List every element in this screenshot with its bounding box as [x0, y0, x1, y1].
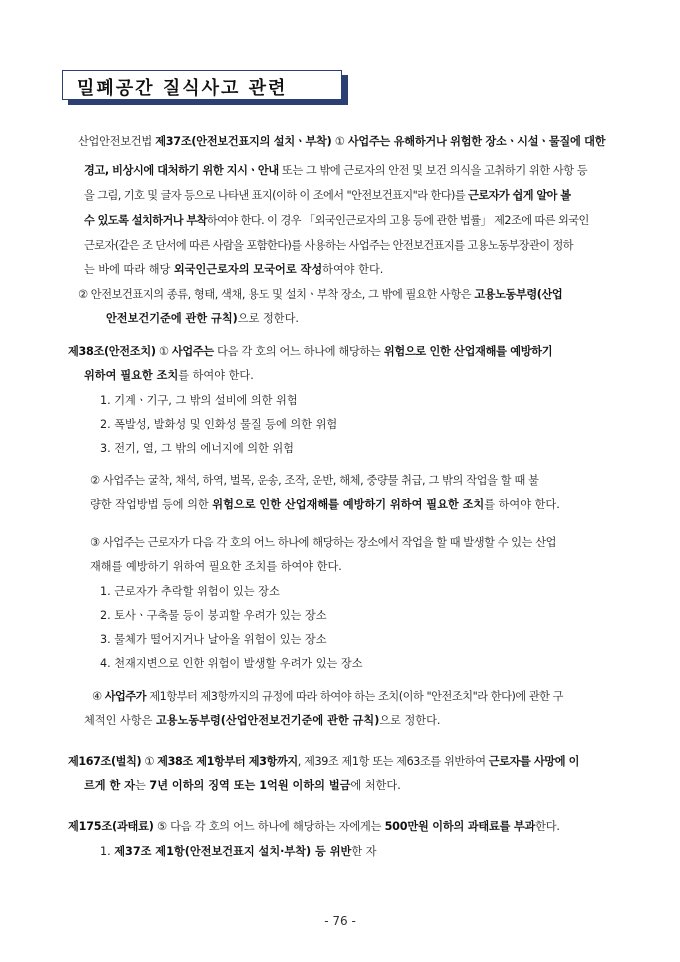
art38-para4-line-2: 체적인 사항은 고용노동부령(산업안전보건기준에 관한 규칙)으로 정한다.: [84, 714, 441, 727]
art38-place-3: 3. 물체가 떨어지거나 날아올 위험이 있는 장소: [100, 633, 327, 646]
section-title: 밀폐공간 질식사고 관련: [77, 78, 288, 99]
art38-para2-line-2: 량한 작업방법 등에 의한 위험으로 인한 산업재해를 예방하기 위하여 필요한 조치를 하여야 한다.: [90, 498, 560, 511]
art38-line-2: 위하여 필요한 조치를 하여야 한다.: [84, 369, 254, 382]
art38-place-2: 2. 토사ㆍ구축물 등이 붕괴할 우려가 있는 장소: [100, 609, 327, 622]
art38-item-2: 2. 폭발성, 발화성 및 인화성 물질 등에 의한 위험: [100, 418, 338, 431]
art175-line-1: 제175조(과태료) ⑤ 다음 각 호의 어느 하나에 해당하는 자에게는 500만원 이하의 과태료를 부과한다.: [68, 820, 560, 833]
page-number: - 76 -: [324, 914, 356, 928]
art37-line-4: 수 있도록 설치하거나 부착하여야 한다. 이 경우 「외국인근로자의 고용 등에 관한 법률」 제2조에 따른 외국인: [84, 214, 589, 227]
art38-para3-line-2: 재해를 예방하기 위하여 필요한 조치를 하여야 한다.: [90, 560, 342, 573]
section-title-box: [62, 70, 342, 100]
art38-para3-line-1: ③ 사업주는 근로자가 다음 각 호의 어느 하나에 해당하는 장소에서 작업을 할 때 발생할 수 있는 산업: [90, 536, 557, 549]
art38-para2-line-1: ② 사업주는 굴착, 채석, 하역, 벌목, 운송, 조작, 운반, 해체, 중량물 취급, 그 밖의 작업을 할 때 불: [90, 474, 539, 487]
art37-line-8: 안전보건기준에 관한 규칙)으로 정한다.: [106, 312, 299, 325]
art37-line-6: 는 바에 따라 해당 외국인근로자의 모국어로 작성하여야 한다.: [84, 263, 384, 276]
art38-para4-line-1: ④ 사업주가 제1항부터 제3항까지의 규정에 따라 하여야 하는 조치(이하 "안전조치"라 한다)에 관한 구: [92, 690, 563, 703]
art37-line-5: 근로자(같은 조 단서에 따른 사람을 포함한다)를 사용하는 사업주는 안전보건표지를 고용노동부장관이 정하: [84, 239, 574, 252]
art38-line-1: 제38조(안전조치) ① 사업주는 다음 각 호의 어느 하나에 해당하는 위험으로 인한 산업재해를 예방하기: [68, 345, 553, 358]
art167-line-2: 르게 한 자는 7년 이하의 징역 또는 1억원 이하의 벌금에 처한다.: [84, 779, 401, 792]
art38-item-3: 3. 전기, 열, 그 밖의 에너지에 의한 위험: [100, 442, 294, 455]
art38-place-4: 4. 천재지변으로 인한 위험이 발생할 우려가 있는 장소: [100, 657, 363, 670]
art38-item-1: 1. 기계ㆍ기구, 그 밖의 설비에 의한 위험: [100, 394, 298, 407]
art37-line-1: 산업안전보건법 제37조(안전보건표지의 설치ㆍ부착) ① 사업주는 유해하거나 위험한 장소ㆍ시설ㆍ물질에 대한: [78, 135, 606, 148]
art37-line-2: 경고, 비상시에 대처하기 위한 지시ㆍ안내 또는 그 밖에 근로자의 안전 및 보건 의식을 고취하기 위한 사항 등: [84, 164, 588, 177]
art38-place-1: 1. 근로자가 추락할 위험이 있는 장소: [100, 585, 280, 598]
art37-line-7: ② 안전보건표지의 종류, 형태, 색채, 용도 및 설치ㆍ부착 장소, 그 밖에 필요한 사항은 고용노동부령(산업: [78, 288, 563, 301]
art37-line-3: 을 그림, 기호 및 글자 등으로 나타낸 표지(이하 이 조에서 "안전보건표지"라 한다)를 근로자가 쉽게 알아 볼: [84, 189, 571, 202]
art167-line-1: 제167조(벌칙) ① 제38조 제1항부터 제3항까지, 제39조 제1항 또는 제63조를 위반하여 근로자를 사망에 이: [68, 755, 580, 768]
art175-item-1: 1. 제37조 제1항(안전보건표지 설치·부착) 등 위반한 자: [100, 845, 377, 858]
